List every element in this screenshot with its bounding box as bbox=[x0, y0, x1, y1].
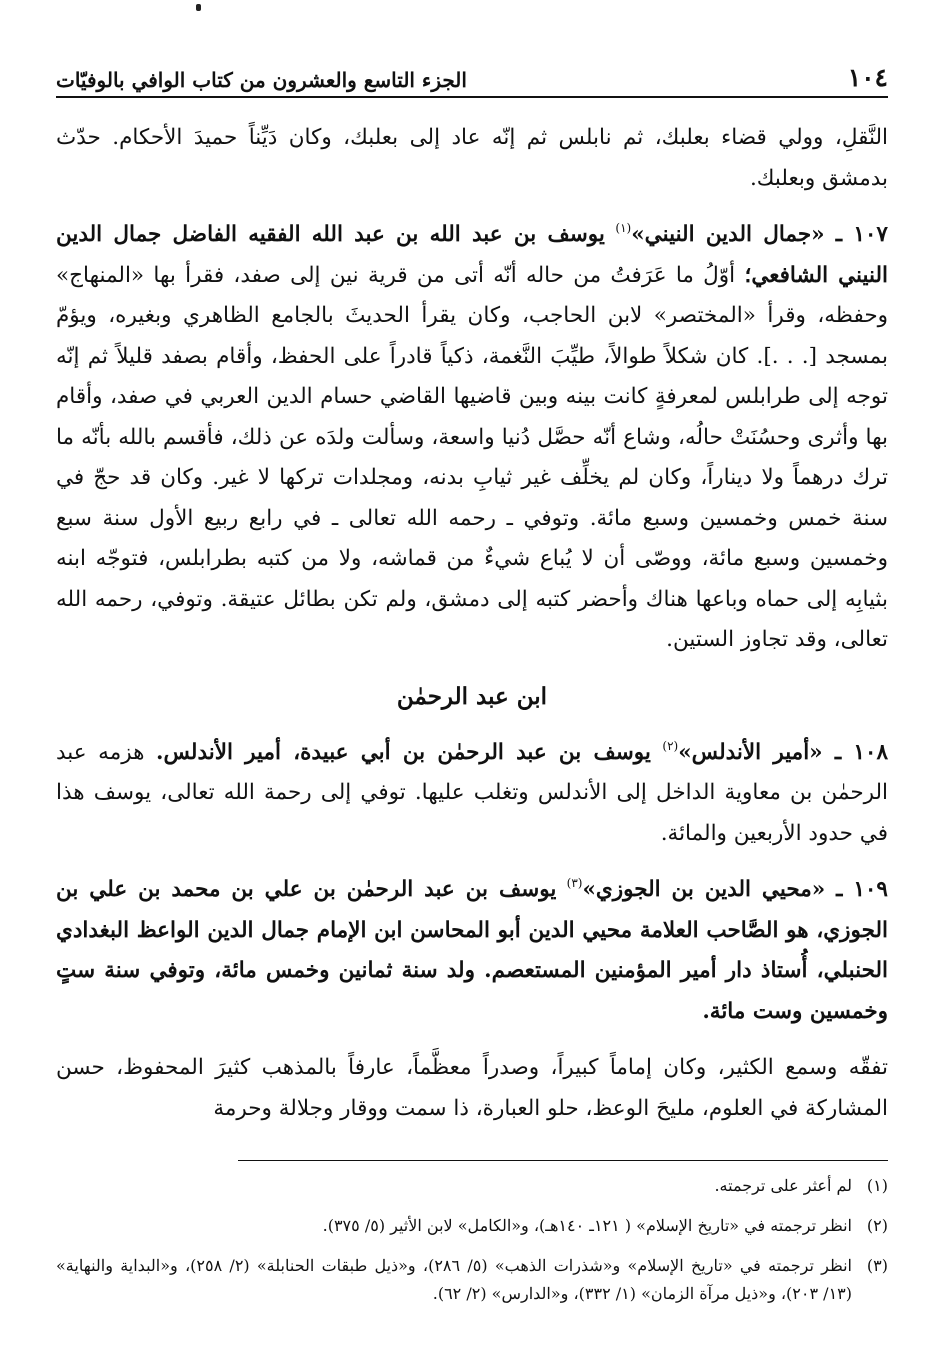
header-title: الجزء التاسع والعشرون من كتاب الوافي بالوفيّات bbox=[56, 68, 467, 92]
footnote-ref[interactable]: (١) bbox=[615, 221, 632, 235]
entry-number: ١٠٩ bbox=[853, 877, 888, 902]
footnote-rule bbox=[238, 1160, 888, 1161]
footnote-number: (١) bbox=[866, 1176, 888, 1195]
entry-number: ١٠٨ bbox=[853, 739, 889, 765]
intro-text: النَّقلِ، وولي قضاء بعلبك، ثم نابلس ثم إنّه عاد إلى بعلبك، وكان دَيِّناً حميدَ الأحكام. حدّث بدمشق وبعلبك. bbox=[56, 125, 888, 191]
footnote bbox=[56, 1172, 888, 1200]
page-number: ١٠٤ bbox=[847, 63, 888, 92]
intro-paragraph bbox=[56, 118, 888, 199]
entry-text: هزمه عبد الرحمٰن بن معاوية الداخل إلى الأندلس وتغلب عليها. توفي إلى رحمة الله تعالى، يوسف هذا في حدود الأربعين والمائة. bbox=[56, 739, 888, 846]
entry-name: يوسف بن عبد الله بن عبد الله الفقيه الفاضل جمال الدين النيني الشافعي؛ bbox=[56, 222, 888, 288]
section-heading: ابن عبد الرحمٰن bbox=[396, 682, 548, 710]
final-paragraph bbox=[56, 1048, 888, 1129]
final-text: تفقّه وسمع الكثير، وكان إماماً كبيراً، وصدراً معظَّماً، عارفاً بالمذهب كثيرَ المحفوظ، حسن المشاركة في العلوم، مليحَ الوعظ، حلو العبارة، ذا سمت ووقار وجلالة وحرمة bbox=[56, 1055, 888, 1121]
entry-name: يوسف بن عبد الرحمٰن بن أبي عبيدة، أمير الأندلس. bbox=[156, 739, 651, 765]
entry-109: ١٠٩ ـ «محيي الدين بن الجوزي»$^{(٣)}$ يوسف بن عبد الرحمٰن بن علي بن محمد بن علي بن الجوزي، هو الصَّاحب العلامة محيي الدين أبو المحاسن ابن الإمام جمال الدين الواعظ البغدادي الحنبلي، أُستاذ دار أمير المؤمنين المستعصم. ولد سنة ثمانين وخمس مائة، وتوفي سنة ستٍ وخمسين وست مائة. bbox=[56, 876, 888, 1024]
page-body bbox=[56, 118, 888, 1145]
footnote-text: انظر ترجمته في «تاريخ الإسلام» ( ١٢١ـ ١٤٠هـ)، و«الكامل» لابن الأثير (٥/ ٣٧٥). bbox=[322, 1216, 852, 1235]
footnote-text: لم أعثر على ترجمته. bbox=[714, 1176, 852, 1195]
entry-107: ١٠٧ ـ «جمال الدين النيني»$^{(١)}$ يوسف بن عبد الله بن عبد الله الفقيه الفاضل جمال الدين النيني الشافعي؛ أوّلُ ما عَرَفتُ من حاله أنّه أتى من قرية نين إلى صفد، فقرأ بها «المنهاج» وحفظه، وقرأ «المختصر» لابن الحاجب، وكان يقرأ الحديثَ بالجامع الظاهري وبغيره، ويؤمّ بمسجد [. . .]. كان شكلاً طوالاً، طيِّبَ النَّغمة، ذكياً قادراً على الحفظ، وأقام بصفد قليلاً ثم إنّه توجه إلى طرابلس لمعرفةٍ كانت بينه وبين قاضيها القاضي حسام الدين العربي في صفد، وأقام بها وأثرى وحسُنَتْ حالُه، وشاع أنّه حصَّل دُنيا واسعة، وسألت ولدَه عن ذلك، فأقسم بالله بأنّه ما ترك درهماً ولا ديناراً، وكان لم يخلِّف غير ثيابِ بدنه، ومجلدات تركها لا غير. وكان قد حجّ في سنة خمس وخمسين وسبع مائة. وتوفي ـ رحمه الله تعالى ـ في رابع ربيع الأول سنة سبع وخمسين وسبع مائة، ووصّى أن لا يُباع شيءٌ من قماشه، ولا من كتبه بطرابلس، فتوجّه ابنه بثيابِه إلى حماه وباعها هناك وأحضر كتبه إلى دمشق، ولم تكن بطائل عتيقة. وتوفي، رحمه الله تعالى، وقد تجاوز الستين. bbox=[56, 221, 888, 652]
entry-text: أوّلُ ما عَرَفتُ من حاله أنّه أتى من قرية نين إلى صفد، فقرأ بها «المنهاج» وحفظه، وقرأ «المختصر» لابن الحاجب، وكان يقرأ الحديثَ بالجامع الظاهري وبغيره، ويؤمّ بمسجد [. . .]. كان شكلاً طوالاً، طيِّبَ النَّغمة، ذكياً قادراً على الحفظ، وأقام بصفد قليلاً ثم إنّه توجه إلى طرابلس لمعرفةٍ كانت بينه وبين قاضيها القاضي حسام الدين العربي في صفد، وأقام بها وأثرى وحسُنَتْ حالُه، وشاع أنّه حصَّل دُنيا واسعة، وسألت ولدَه عن ذلك، فأقسم بالله بأنّه ما ترك درهماً ولا ديناراً، وكان لم يخلِّف غير ثيابِ بدنه، ومجلدات تركها لا غير. وكان قد حجّ في سنة خمس وخمسين وسبع مائة. وتوفي ـ رحمه الله تعالى ـ في رابع ربيع الأول سنة سبع وخمسين وسبع مائة، ووصّى أن لا يُباع شيءٌ من قماشه، ولا من كتبه بطرابلس، فتوجّه ابنه بثيابِه إلى حماه وباعها هناك وأحضر كتبه إلى دمشق، ولم تكن بطائل عتيقة. وتوفي، رحمه الله تعالى، وقد تجاوز الستين. bbox=[56, 262, 888, 652]
header-rule bbox=[56, 96, 888, 98]
footnote-number: (٢) bbox=[866, 1216, 888, 1235]
entry-name: يوسف بن عبد الرحمٰن بن علي بن محمد بن علي بن الجوزي، هو الصَّاحب العلامة محيي الدين أبو المحاسن ابن الإمام جمال الدين الواعظ البغدادي الحنبلي، أُستاذ دار أمير المؤمنين المستعصم. ولد سنة ثمانين وخمس مائة، وتوفي سنة ستٍ وخمسين وست مائة. bbox=[56, 877, 888, 1024]
book-page bbox=[56, 0, 888, 1371]
ink-speck bbox=[196, 4, 201, 11]
footnote bbox=[56, 1252, 888, 1308]
entry-number: ١٠٧ bbox=[853, 222, 888, 247]
footnote-text: انظر ترجمته في «تاريخ الإسلام» و«شذرات الذهب» (٥/ ٢٨٦)، و«ذيل طبقات الحنابلة» (٢/ ٢٥٨)، و«البداية والنهاية» (١٣/ ٢٠٣)، و«ذيل مرآة الزمان» (١/ ٣٣٢)، و«الدارس» (٢/ ٦٢). bbox=[56, 1256, 853, 1303]
entry-108: ١٠٨ ـ «أمير الأندلس»$^{(٢)}$ يوسف بن عبد الرحمٰن بن أبي عبيدة، أمير الأندلس. هزمه عبد الرحمٰن بن معاوية الداخل إلى الأندلس وتغلب عليها. توفي إلى رحمة الله تعالى، يوسف هذا في حدود الأربعين والمائة. bbox=[56, 738, 889, 846]
running-header bbox=[56, 52, 888, 92]
footnote-number: (٣) bbox=[866, 1256, 888, 1275]
footnote bbox=[56, 1212, 888, 1240]
footnote-ref[interactable]: (٣) bbox=[566, 876, 583, 890]
entry-title: «جمال الدين النيني» bbox=[631, 222, 825, 247]
entry-title: «محيي الدين بن الجوزي» bbox=[582, 877, 826, 902]
footnotes bbox=[56, 1172, 888, 1320]
footnote-ref[interactable]: (٢) bbox=[662, 738, 679, 753]
entry-title: «أمير الأندلس» bbox=[678, 739, 823, 765]
